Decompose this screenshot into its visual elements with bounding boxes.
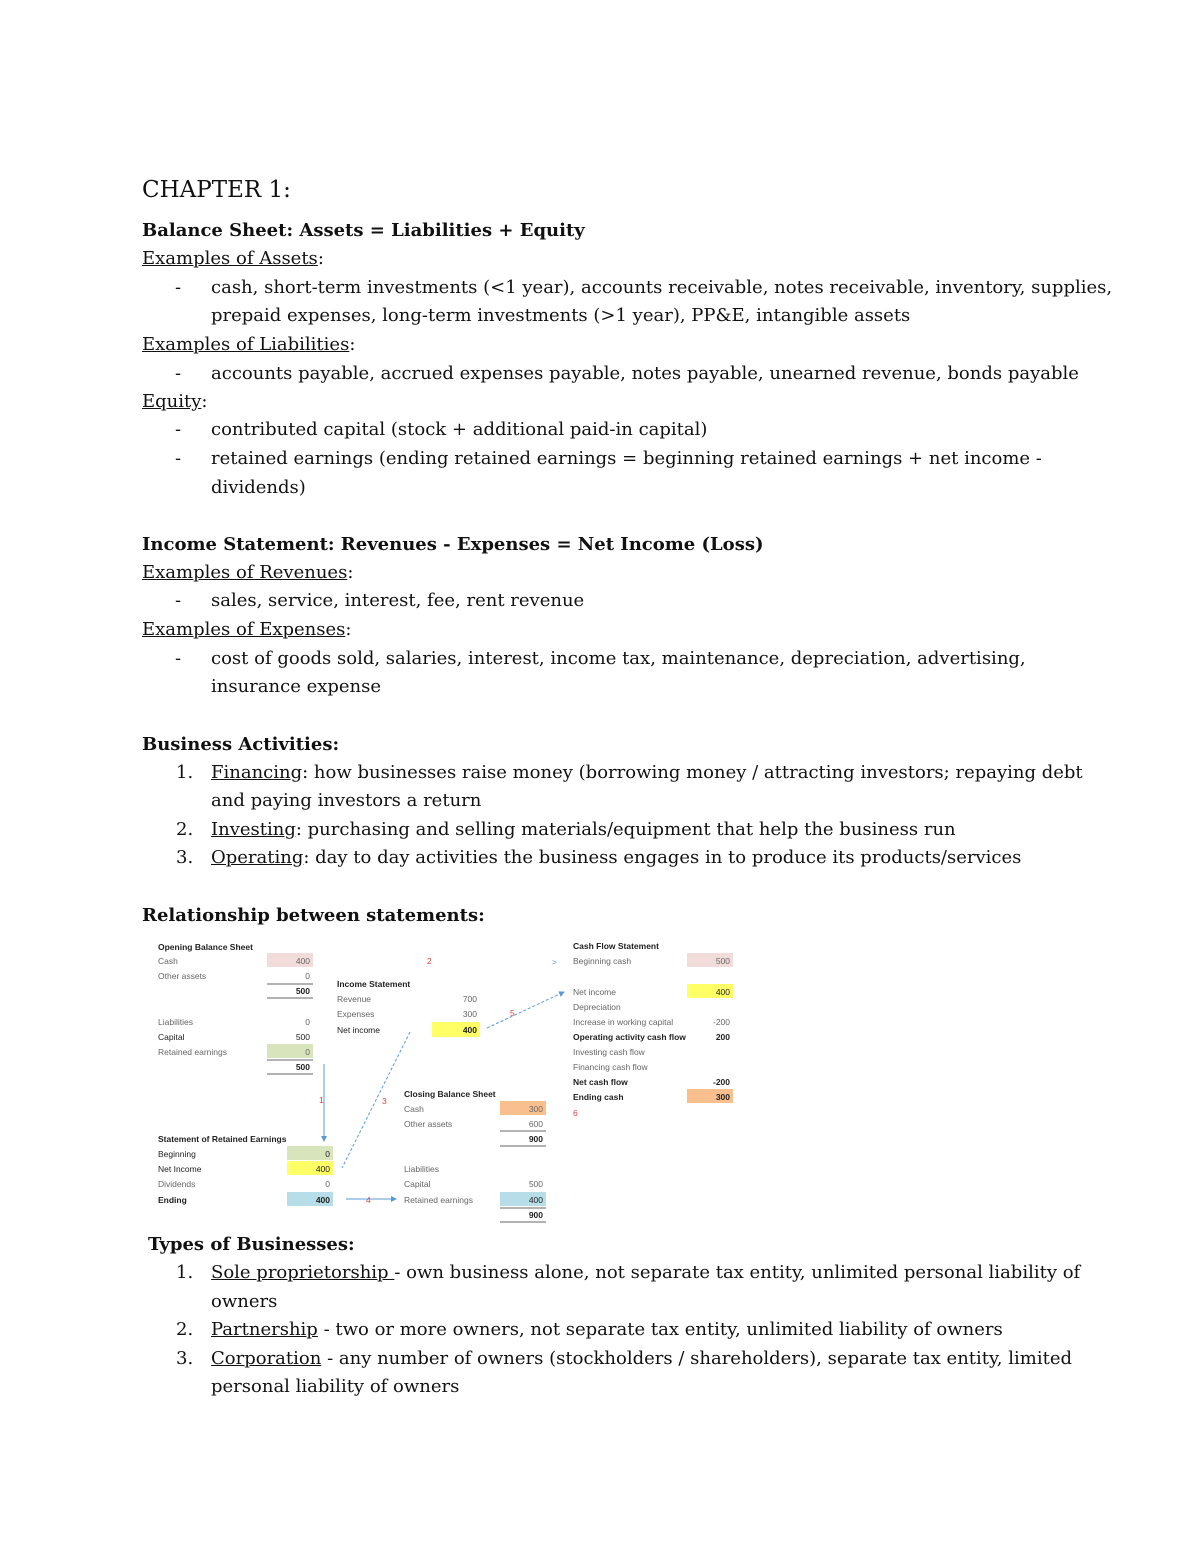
cashflow-ni-value: 400 — [715, 987, 730, 997]
equity-item-2-line1: retained earnings (ending retained earnings = beginning retained earnings + net income - — [211, 448, 1042, 469]
closing-cash-label: Cash — [404, 1104, 424, 1114]
equity-item-1: contributed capital (stock + additional paid-in capital) — [211, 419, 708, 440]
arrow-income-to-cashflow — [487, 992, 564, 1028]
opening-capital-label: Capital — [158, 1032, 185, 1042]
chapter-title: CHAPTER 1: — [142, 177, 291, 203]
retained-ni-label: Net Income — [158, 1164, 202, 1174]
cashflow-wc-value: -200 — [712, 1017, 730, 1027]
cashflow-beg-value: 500 — [715, 956, 730, 966]
list-item-financing-line2: and paying investors a return — [211, 790, 482, 811]
opening-other-value: 0 — [305, 971, 310, 981]
opening-other-label: Other assets — [158, 971, 207, 981]
cashflow-op-label: Operating activity cash flow — [573, 1032, 686, 1042]
list-item-corporation: Corporation - any number of owners (stockholders / shareholders), separate tax entity, limited — [211, 1348, 1072, 1369]
opening-total-assets: 500 — [295, 986, 310, 996]
cashflow-inv-label: Investing cash flow — [573, 1047, 645, 1057]
balance-sheet-heading: Balance Sheet: Assets = Liabilities + Equity — [142, 220, 585, 241]
list-item-corporation-line2: personal liability of owners — [211, 1376, 460, 1397]
types-heading: Types of Businesses: — [148, 1234, 355, 1255]
revenues-label: Examples of Revenues: — [142, 562, 354, 583]
list-number: 1. — [176, 762, 194, 783]
opening-cash-value: 400 — [295, 956, 310, 966]
list-item-financing: Financing: how businesses raise money (borrowing money / attracting investors; repaying debt — [211, 762, 1083, 783]
opening-liab-value: 0 — [305, 1017, 310, 1027]
cashflow-wc-label: Increase in working capital — [573, 1017, 674, 1027]
opening-bs-title: Opening Balance Sheet — [158, 942, 253, 952]
closing-total: 900 — [528, 1210, 543, 1220]
list-number: 2. — [176, 819, 194, 840]
marker-6: 6 — [573, 1108, 578, 1118]
bullet-dash: - — [175, 448, 182, 469]
list-item-operating: Operating: day to day activities the business engages in to produce its products/services — [211, 847, 1022, 868]
retained-beg-label: Beginning — [158, 1149, 196, 1159]
retained-beg-value: 0 — [325, 1149, 330, 1159]
marker-5: 5 — [510, 1008, 515, 1018]
diagram-svg — [152, 938, 762, 1228]
list-item-partnership: Partnership - two or more owners, not separate tax entity, unlimited liability of owners — [211, 1319, 1003, 1340]
business-activities-heading: Business Activities: — [142, 734, 340, 755]
retained-ni-value: 400 — [315, 1164, 330, 1174]
bullet-dash: - — [175, 363, 182, 384]
expenses-item-line1: cost of goods sold, salaries, interest, income tax, maintenance, depreciation, advertising, — [211, 648, 1026, 669]
income-statement-heading: Income Statement: Revenues - Expenses = Net Income (Loss) — [142, 534, 764, 555]
closing-other-label: Other assets — [404, 1119, 453, 1129]
marker-1: 1 — [319, 1095, 324, 1105]
cashflow-op-value: 200 — [715, 1032, 730, 1042]
list-item-investing: Investing: purchasing and selling materials/equipment that help the business run — [211, 819, 956, 840]
cashflow-ni-label: Net income — [573, 987, 616, 997]
marker-3: 3 — [382, 1096, 387, 1106]
assets-label: Examples of Assets: — [142, 248, 324, 269]
income-exp-label: Expenses — [337, 1009, 375, 1019]
closing-re-label: Retained earnings — [404, 1195, 473, 1205]
income-title: Income Statement — [337, 979, 411, 989]
cashflow-end-label: Ending cash — [573, 1092, 624, 1102]
closing-capital-value: 500 — [528, 1179, 543, 1189]
liabilities-label: Examples of Liabilities: — [142, 334, 356, 355]
expenses-item-line2: insurance expense — [211, 676, 382, 697]
equity-item-2-line2: dividends) — [211, 477, 306, 498]
list-item-sole-proprietorship: Sole proprietorship - own business alone, not separate tax entity, unlimited personal liability of — [211, 1262, 1081, 1283]
retained-div-value: 0 — [325, 1179, 330, 1189]
closing-other-value: 600 — [528, 1119, 543, 1129]
opening-capital-value: 500 — [295, 1032, 310, 1042]
relationship-heading: Relationship between statements: — [142, 905, 485, 926]
statements-relationship-diagram — [152, 938, 762, 1228]
assets-item-line2: prepaid expenses, long-term investments (>1 year), PP&E, intangible assets — [211, 305, 911, 326]
closing-re-value: 400 — [528, 1195, 543, 1205]
closing-total-assets: 900 — [528, 1134, 543, 1144]
closing-capital-label: Capital — [404, 1179, 431, 1189]
retained-title: Statement of Retained Earnings — [158, 1134, 287, 1144]
marker-4: 4 — [366, 1195, 371, 1205]
equity-label: Equity: — [142, 391, 208, 412]
retained-end-value: 400 — [315, 1195, 330, 1205]
opening-re-label: Retained earnings — [158, 1047, 227, 1057]
retained-div-label: Dividends — [158, 1179, 196, 1189]
bullet-dash: - — [175, 648, 182, 669]
income-rev-label: Revenue — [337, 994, 372, 1004]
opening-cash-label: Cash — [158, 956, 178, 966]
list-number: 1. — [176, 1262, 194, 1283]
list-number: 2. — [176, 1319, 194, 1340]
income-ni-value: 400 — [462, 1025, 477, 1035]
retained-end-label: Ending — [158, 1195, 187, 1205]
income-ni-label: Net income — [337, 1025, 380, 1035]
cashflow-dep-label: Depreciation — [573, 1002, 621, 1012]
assets-item-line1: cash, short-term investments (<1 year), accounts receivable, notes receivable, inventory, supplies, — [211, 277, 1113, 298]
opening-re-value: 0 — [305, 1047, 310, 1057]
cashflow-beg-label: Beginning cash — [573, 956, 632, 966]
marker-2: 2 — [427, 956, 432, 966]
bullet-dash: - — [175, 419, 182, 440]
expenses-label: Examples of Expenses: — [142, 619, 352, 640]
list-number: 3. — [176, 847, 194, 868]
arrow-into-cashflow-icon: > — [552, 957, 557, 967]
bullet-dash: - — [175, 277, 182, 298]
bullet-dash: - — [175, 590, 182, 611]
list-item-sole-proprietorship-line2: owners — [211, 1291, 278, 1312]
arrow-income-to-retained — [342, 1032, 410, 1168]
income-rev-value: 700 — [462, 994, 477, 1004]
cashflow-end-value: 300 — [715, 1092, 730, 1102]
opening-total: 500 — [295, 1062, 310, 1072]
closing-liab-label: Liabilities — [404, 1164, 439, 1174]
list-number: 3. — [176, 1348, 194, 1369]
cashflow-net-value: -200 — [712, 1077, 730, 1087]
cashflow-title: Cash Flow Statement — [573, 941, 659, 951]
opening-liab-label: Liabilities — [158, 1017, 193, 1027]
cashflow-net-label: Net cash flow — [573, 1077, 628, 1087]
cashflow-fin-label: Financing cash flow — [573, 1062, 648, 1072]
closing-cash-value: 300 — [528, 1104, 543, 1114]
liabilities-item: accounts payable, accrued expenses payable, notes payable, unearned revenue, bonds payable — [211, 363, 1079, 384]
closing-title: Closing Balance Sheet — [404, 1089, 496, 1099]
revenues-item: sales, service, interest, fee, rent revenue — [211, 590, 585, 611]
income-exp-value: 300 — [462, 1009, 477, 1019]
